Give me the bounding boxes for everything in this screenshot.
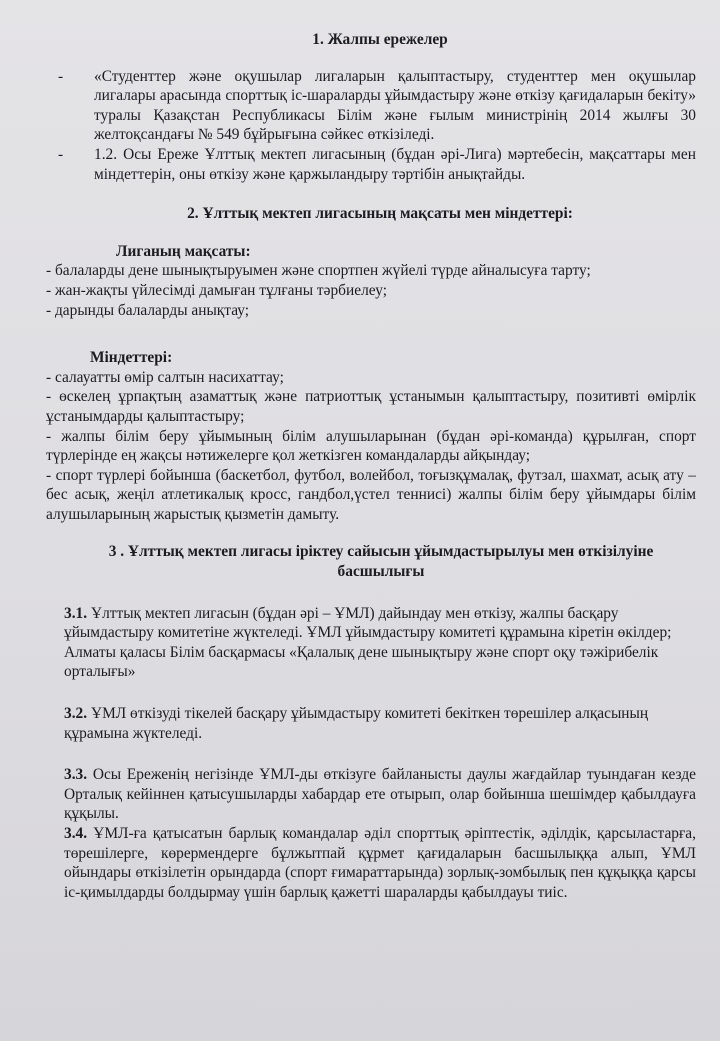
task-item: - спорт түрлері бойынша (баскетбол, футбол, волейбол, тоғызқұмалақ, футзал, шахмат, асық ату – бес асық, жеңіл атлетикалық кросс, гандбол,үстел теннисі) жалпы білім беру ұйымдары білім алушыларының жарыстық қызметін дамыту.: [46, 466, 696, 523]
paragraph-3-1-text: Ұлттық мектеп лигасын (бұдан әрі – ҰМЛ) дайындау мен өткізу, жалпы басқару ұйымдастыру комитетіне жүктеледі. ҰМЛ ұйымдастыру комитеті құрамына кіретін өкілдер;: [64, 604, 672, 642]
task-item: - жалпы білім беру ұйымының білім алушыларынан (бұдан әрі-команда) құрылған, спорт түрлерінде ең жақсы нәтижелерге қол жеткізген командаларды айқындау;: [46, 427, 696, 465]
tasks-heading: Міндеттері:: [90, 349, 173, 367]
section-1-item-2-text: Осы Ереже Ұлттық мектеп лигасының (бұдан әрі-Лига) мәртебесін, мақсаттары мен міндеттерін, оны өткізу және қаржыландыру тәртібін анықтайды.: [94, 145, 696, 183]
document-body: [46, 30, 696, 902]
goals-heading: Лиганың мақсаты:: [116, 242, 251, 260]
section-1-item-2: [46, 145, 696, 184]
section-1-item-1-text: «Студенттер және оқушылар лигаларын қалыптастыру, студенттер мен оқушылар лигалары арасында спорттық іс-шараларды ұйымдастыру және өткізу қағидаларын бекіту» туралы Қазақстан Республикасы Білім және ғылым министрінің 2014 жылғы 30 желтоқсандағы № 549 бұйрығына сәйкес өткізіледі.: [94, 67, 696, 144]
bullet-mark: -: [58, 67, 64, 85]
paragraph-3-4-number: 3.4.: [64, 825, 88, 842]
section-1-item-2-wrap: [94, 145, 696, 184]
paragraph-3-1: [46, 604, 696, 682]
bullet-mark: -: [58, 145, 64, 163]
section-1-item-1: [46, 67, 696, 145]
paragraph-3-2-text: ҰМЛ өткізуді тікелей басқару ұйымдастыру комитеті бекіткен төрешілер алқасының құрамына жүктеледі.: [64, 705, 649, 742]
paragraph-3-4-text: ҰМЛ-ға қатысатын барлық командалар әділ спорттық әріптестік, әділдік, қарсыластарға, төрешілерге, көрермендерге бұлжытпай құрмет қағидаларын басшылыққа алып, ҰМЛ ойындары өткізілетін орындарда (спорт ғимараттарында) зорлық-зомбылық пен құқыққа қарсы іс-қимылдарды болдырмау үшін барлық қажетті шараларды қабылдауы тиіс.: [64, 825, 696, 901]
paragraph-3-4: [46, 824, 696, 902]
paragraph-3-1-continuation: Алматы қаласы Білім басқармасы «Қалалық дене шынықтыру және спорт оқу тәжірибелік орталығы»: [64, 643, 659, 681]
task-item: - өскелең ұрпақтың азаматтық және патриоттық ұстанымын қалыптастыру, позитивті өмірлік ұстанымдарды қалыптастыру;: [46, 388, 696, 425]
goal-item: - балаларды дене шынықтыруымен және спортпен жүйелі түрде айналысуға тарту;: [46, 262, 591, 280]
tasks-list: [46, 368, 696, 525]
paragraph-3-2-number: 3.2.: [64, 705, 88, 723]
paragraph-3-2: [46, 704, 696, 743]
task-item: - салауатты өмір салтын насихаттау;: [46, 368, 284, 386]
goal-item: - жан-жақты үйлесімді дамыған тұлғаны тәрбиелеу;: [46, 281, 387, 299]
section-3-title: [66, 542, 696, 581]
section-2-title: 2. Ұлттық мектеп лигасының мақсаты мен міндеттері:: [187, 205, 573, 223]
paragraph-3-3-text: Осы Ереженің негізінде ҰМЛ-ды өткізуге байланысты даулы жағдайлар туындаған кезде Орталық кейіннен қатысушыларды хабардар ете отырып, олар бойынша шешімдер қабылдауға құқылы.: [64, 766, 696, 823]
paragraph-3-3: [46, 765, 696, 824]
section-1-title: 1. Жалпы ережелер: [312, 31, 448, 48]
goals-list: [46, 261, 696, 320]
section-1-item-2-number: 1.2.: [94, 145, 118, 163]
section-3-title-line-2: басшылығы: [337, 563, 425, 581]
goal-item: - дарынды балаларды анықтау;: [46, 301, 250, 319]
section-3-title-line-1: 3 . Ұлттық мектеп лигасы іріктеу сайысын ұйымдастырылуы мен өткізілуіне: [108, 543, 654, 561]
paragraph-3-1-number: 3.1.: [64, 604, 88, 622]
paragraph-3-3-number: 3.3.: [64, 766, 88, 784]
